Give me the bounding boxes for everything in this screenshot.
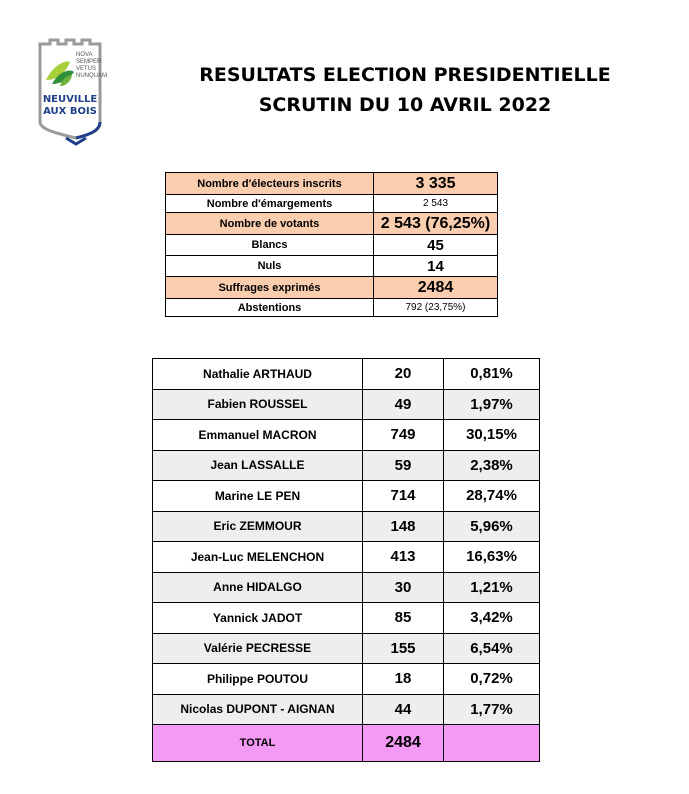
candidate-name: Jean LASSALLE xyxy=(153,450,363,481)
candidate-name: Anne HIDALGO xyxy=(153,572,363,603)
table-row xyxy=(153,389,540,420)
summary-value: 14 xyxy=(374,256,498,277)
total-votes: 2484 xyxy=(363,725,444,762)
candidate-votes: 155 xyxy=(363,633,444,664)
summary-label: Abstentions xyxy=(166,299,374,317)
candidate-percentage: 1,77% xyxy=(444,694,540,725)
table-row xyxy=(153,664,540,695)
candidate-votes: 18 xyxy=(363,664,444,695)
total-row xyxy=(153,725,540,762)
candidate-votes: 49 xyxy=(363,389,444,420)
candidate-name: Emmanuel MACRON xyxy=(153,420,363,451)
summary-row-votants xyxy=(166,213,498,235)
summary-value: 2484 xyxy=(374,277,498,299)
candidate-percentage: 2,38% xyxy=(444,450,540,481)
summary-row-nuls xyxy=(166,256,498,277)
title-line-1: RESULTATS ELECTION PRESIDENTIELLE xyxy=(199,64,611,86)
candidate-votes: 59 xyxy=(363,450,444,481)
table-row xyxy=(153,359,540,390)
candidate-percentage: 5,96% xyxy=(444,511,540,542)
summary-row-blancs xyxy=(166,235,498,256)
summary-table xyxy=(165,172,498,317)
candidate-votes: 20 xyxy=(363,359,444,390)
summary-label: Nombre d'émargements xyxy=(166,195,374,213)
candidate-votes: 413 xyxy=(363,542,444,573)
town-name-line-1: NEUVILLE xyxy=(42,94,98,105)
town-name-line-2: AUX BOIS xyxy=(43,106,97,117)
summary-label: Suffrages exprimés xyxy=(166,277,374,299)
candidate-percentage: 0,72% xyxy=(444,664,540,695)
candidate-percentage: 16,63% xyxy=(444,542,540,573)
candidate-name: Philippe POUTOU xyxy=(153,664,363,695)
motto-line-4: NUNQUAM xyxy=(76,73,107,79)
candidate-percentage: 3,42% xyxy=(444,603,540,634)
candidate-votes: 714 xyxy=(363,481,444,512)
candidate-percentage: 28,74% xyxy=(444,481,540,512)
table-row xyxy=(153,511,540,542)
table-row xyxy=(153,694,540,725)
total-label: TOTAL xyxy=(153,725,363,762)
table-row xyxy=(153,572,540,603)
table-row xyxy=(153,603,540,634)
summary-value: 45 xyxy=(374,235,498,256)
summary-label: Blancs xyxy=(166,235,374,256)
candidate-percentage: 1,97% xyxy=(444,389,540,420)
table-row xyxy=(153,633,540,664)
candidate-name: Nicolas DUPONT - AIGNAN xyxy=(153,694,363,725)
motto-line-1: NOVA xyxy=(76,52,93,58)
candidate-votes: 85 xyxy=(363,603,444,634)
motto-line-3: VETUS xyxy=(76,66,97,72)
candidate-name: Nathalie ARTHAUD xyxy=(153,359,363,390)
town-logo xyxy=(36,38,120,146)
summary-value: 2 543 (76,25%) xyxy=(374,213,498,235)
candidate-name: Eric ZEMMOUR xyxy=(153,511,363,542)
summary-label: Nombre de votants xyxy=(166,213,374,235)
summary-row-emargements xyxy=(166,195,498,213)
summary-value: 3 335 xyxy=(374,173,498,195)
candidate-name: Fabien ROUSSEL xyxy=(153,389,363,420)
candidate-results-table xyxy=(152,358,540,762)
candidate-name: Valérie PECRESSE xyxy=(153,633,363,664)
page-title xyxy=(150,60,660,120)
summary-value: 2 543 xyxy=(374,195,498,213)
summary-row-exprimes xyxy=(166,277,498,299)
summary-label: Nuls xyxy=(166,256,374,277)
candidate-name: Marine LE PEN xyxy=(153,481,363,512)
title-line-2: SCRUTIN DU 10 AVRIL 2022 xyxy=(258,94,552,116)
candidate-votes: 148 xyxy=(363,511,444,542)
town-crest-icon xyxy=(36,38,120,146)
candidate-name: Jean-Luc MELENCHON xyxy=(153,542,363,573)
table-row xyxy=(153,450,540,481)
motto-line-2: SEMPER xyxy=(76,59,102,65)
table-row xyxy=(153,481,540,512)
candidate-percentage: 0,81% xyxy=(444,359,540,390)
table-row xyxy=(153,420,540,451)
summary-value: 792 (23,75%) xyxy=(374,299,498,317)
candidate-percentage: 6,54% xyxy=(444,633,540,664)
candidate-percentage: 30,15% xyxy=(444,420,540,451)
candidate-votes: 44 xyxy=(363,694,444,725)
candidate-percentage: 1,21% xyxy=(444,572,540,603)
candidate-name: Yannick JADOT xyxy=(153,603,363,634)
summary-row-abstentions xyxy=(166,299,498,317)
candidate-votes: 30 xyxy=(363,572,444,603)
table-row xyxy=(153,542,540,573)
candidate-votes: 749 xyxy=(363,420,444,451)
summary-row-inscrits xyxy=(166,173,498,195)
summary-label: Nombre d'électeurs inscrits xyxy=(166,173,374,195)
total-percentage xyxy=(444,725,540,762)
